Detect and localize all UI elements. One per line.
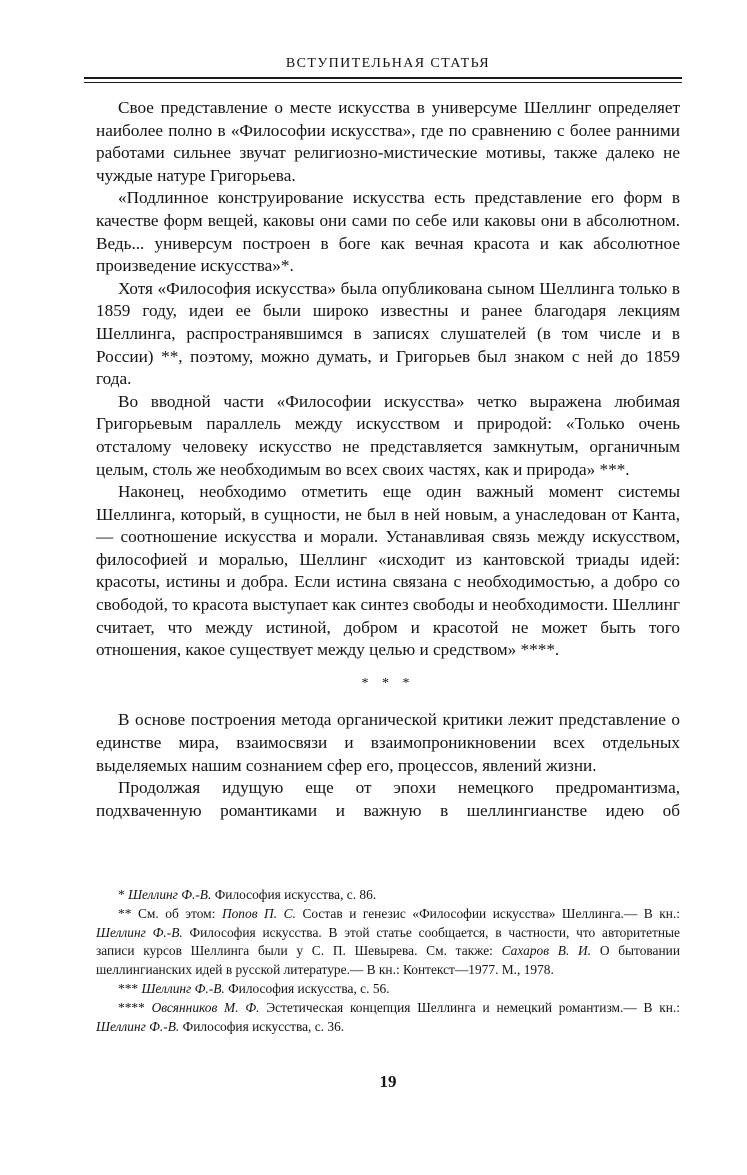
footnote-mark: * (118, 887, 125, 902)
paragraph: Во вводной части «Философии искусства» четко выражена любимая Григорьевым параллель между искусством и природой: «Только очень отсталому человеку искусство не представляется замкнутым, органичным целым, столь же необходимым во всех своих частях, как и природа» ***. (96, 391, 680, 479)
footnote-author: Сахаров В. И. (501, 943, 592, 959)
running-header: ВСТУПИТЕЛЬНАЯ СТАТЬЯ (285, 56, 491, 71)
footnote (96, 905, 680, 980)
footnote-text: Состав и генезис «Философии искусства» Шеллинга.— В кн.: (302, 905, 681, 921)
footnote-mark: ** (118, 905, 132, 921)
main-text (96, 97, 680, 822)
book-page (96, 0, 680, 1175)
paragraph: Продолжая идущую еще от эпохи немецкого предромантизма, подхваченную романтиками и важную в шеллингианстве идею об (96, 778, 680, 820)
footnote-text: О бытовании шеллингианских идей в русской литературе.— В кн.: Контекст—1977. М., 1978. (96, 943, 680, 978)
footnote-text: Философия искусства. В этой статье сообщается, в частности, что авторитетные записи курсов Шеллинга были у С. П. Шевырева. См. также: (96, 924, 680, 959)
footnote-text: Философия искусства, с. 86. (214, 887, 377, 902)
paragraph: Хотя «Философия искусства» была опубликована сыном Шеллинга только в 1859 году, идеи ее были широко известны и ранее благодаря лекциям Шеллинга, распространявшимся в записях слушателей (в том числе и в России) **, поэтому, можно думать, и Григорьев был знаком с ней до 1859 года. (96, 278, 680, 389)
footnote-text: Философия искусства, с. 56. (228, 980, 390, 996)
header-rule-thick (84, 77, 682, 79)
footnote-author: Попов П. С. (221, 905, 296, 921)
paragraph: «Подлинное конструирование искусства есть представление его форм в качестве форм вещей, каковы они сами по себе или каковы они в абсолютном. Ведь... универсум построен в боге как вечная красота и как абсолютное произведение искусства»*. (96, 188, 680, 276)
footnote-text: Эстетическая концепция Шеллинга и немецкий романтизм.— В кн.: (266, 999, 680, 1015)
paragraph: Наконец, необходимо отметить еще один важный момент системы Шеллинга, который, в сущности, не был в ней новым, а унаследован от Канта,— соотношение искусства и морали. Устанавливая связь между искусством, философией и моралью, Шеллинг «исходит из кантовской триады идей: красоты, истины и добра. Если истина связана с необходимостью, а добро со свободой, то красота выступает как синтез свободы и необходимости. Шеллинг считает, что между истиной, добром и красотой не может быть того отношения, какое существует между целью и средством» ****. (96, 482, 680, 660)
footnote-author: Шеллинг Ф.-В. (96, 1018, 180, 1034)
footnote-author: Шеллинг Ф.-В. (141, 980, 225, 996)
footnote (96, 980, 680, 999)
footnote-author: Шеллинг Ф.-В. (128, 887, 212, 902)
header-rule-thin (84, 82, 682, 83)
footnotes (96, 886, 680, 1036)
footnote-mark: *** (118, 980, 139, 996)
paragraph: Свое представление о месте искусства в универсуме Шеллинг определяет наиболее полно в «Философии искусства», где по сравнению с более ранними работами сильнее звучат религиозно-мистические мотивы, также далеко не чуждые натуре Григорьева. (96, 98, 680, 185)
footnote (96, 999, 680, 1037)
section-separator: * * * (361, 675, 415, 691)
footnote (96, 886, 680, 905)
footnote-text: См. об этом: (137, 905, 216, 921)
paragraph: В основе построения метода органической критики лежит представление о единстве мира, взаимосвязи и взаимопроникновении всех отдельных выделяемых нашим сознанием сфер его, процессов, явлений жизни. (96, 710, 680, 775)
footnote-text: Философия искусства, с. 36. (182, 1018, 345, 1034)
footnote-author: Шеллинг Ф.-В. (96, 924, 183, 940)
footnote-mark: **** (118, 999, 145, 1015)
page-number: 19 (379, 1072, 397, 1091)
footnote-author: Овсянников М. Ф. (151, 999, 260, 1015)
